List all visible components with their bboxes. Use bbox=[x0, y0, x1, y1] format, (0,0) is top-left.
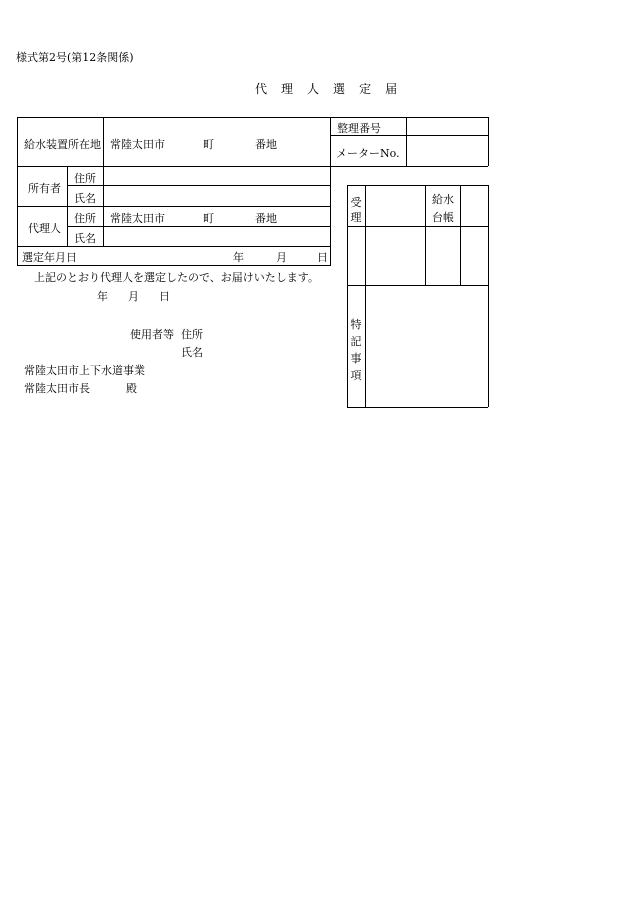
daicho-label-2: 台帳 bbox=[432, 211, 454, 224]
title-char: 代 bbox=[255, 82, 268, 96]
recipient-honorific: 殿 bbox=[126, 382, 137, 395]
title-char: 定 bbox=[359, 82, 372, 96]
submit-date-month: 月 bbox=[128, 290, 139, 303]
agent-town: 町 bbox=[203, 212, 214, 225]
owner-address-label: 住所 bbox=[74, 172, 96, 185]
agent-address-label: 住所 bbox=[74, 212, 96, 225]
uketsuke-label: 受理 bbox=[350, 196, 362, 224]
location-town: 町 bbox=[203, 138, 214, 151]
title-char: 選 bbox=[333, 82, 346, 96]
owner-name-label: 氏名 bbox=[74, 192, 96, 205]
agent-name-label: 氏名 bbox=[74, 232, 96, 245]
selection-date-day: 日 bbox=[317, 251, 328, 264]
agent-banchi: 番地 bbox=[255, 212, 277, 225]
applicant-name-label: 氏名 bbox=[181, 346, 203, 359]
location-banchi: 番地 bbox=[255, 138, 277, 151]
selection-date-month: 月 bbox=[276, 251, 287, 264]
tokki-label: 特記事項 bbox=[350, 318, 362, 382]
selection-date-label: 選定年月日 bbox=[22, 251, 77, 264]
title-char: 理 bbox=[281, 82, 294, 96]
applicant-address-label: 住所 bbox=[181, 328, 203, 341]
title-char: 人 bbox=[307, 82, 320, 96]
agent-city: 常陸太田市 bbox=[110, 212, 165, 225]
document-title bbox=[255, 80, 397, 97]
title-char: 届 bbox=[385, 82, 398, 96]
applicant-label: 使用者等 bbox=[130, 328, 174, 341]
selection-date-year: 年 bbox=[233, 251, 244, 264]
recipient-line2: 常陸太田市長 bbox=[24, 382, 90, 395]
submit-date-day: 日 bbox=[159, 290, 170, 303]
submit-date-year: 年 bbox=[97, 290, 108, 303]
body-text: 上記のとおり代理人を選定したので、お届けいたします。 bbox=[34, 271, 319, 284]
agent-label: 代理人 bbox=[28, 222, 61, 235]
owner-label: 所有者 bbox=[28, 182, 61, 195]
form-number: 様式第2号(第12条関係) bbox=[16, 51, 134, 64]
seiri-number-label: 整理番号 bbox=[337, 122, 381, 135]
location-city: 常陸太田市 bbox=[110, 138, 165, 151]
daicho-label-1: 給水 bbox=[432, 193, 454, 206]
location-label: 給水装置所在地 bbox=[24, 138, 101, 151]
recipient-line1: 常陸太田市上下水道事業 bbox=[24, 364, 145, 377]
meter-number-label: メーターNo. bbox=[336, 147, 400, 160]
